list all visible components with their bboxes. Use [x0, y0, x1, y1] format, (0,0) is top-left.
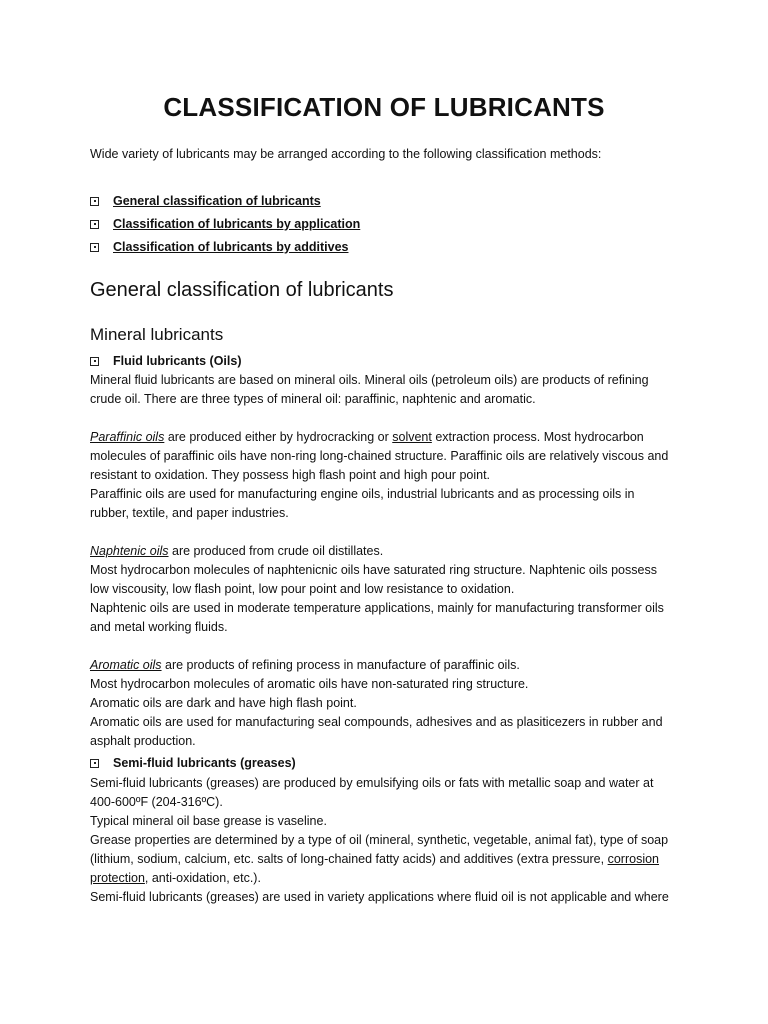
bullet-box-icon — [90, 220, 99, 229]
text-line: Typical mineral oil base grease is vaseline. — [90, 814, 327, 828]
paraffinic-paragraph — [90, 428, 690, 523]
text-line: molecules of paraffinic oils have non-ring long-chained structure. Paraffinic oils are relatively viscous and — [90, 449, 669, 463]
document-title: CLASSIFICATION OF LUBRICANTS — [163, 92, 605, 122]
text-line: Most hydrocarbon molecules of aromatic oils have non-saturated ring structure. — [90, 677, 529, 691]
paraffinic-term-link[interactable]: Paraffinic oils — [90, 430, 165, 444]
text-line: Naphtenic oils are used in moderate temperature applications, mainly for manufacturing transformer oils — [90, 601, 664, 615]
text-line: Paraffinic oils are used for manufacturing engine oils, industrial lubricants and as processing oils in — [90, 487, 635, 501]
text-fragment: are products of refining process in manufacture of paraffinic oils. — [161, 658, 520, 672]
bullet-box-icon — [90, 243, 99, 252]
text-line — [90, 850, 690, 869]
corrosion-protection-link[interactable]: corrosion — [607, 852, 660, 866]
semifluid-label-text: Semi-fluid lubricants (greases) — [113, 756, 296, 770]
semifluid-paragraph — [90, 774, 690, 907]
text-line — [90, 869, 690, 888]
toc-link-application[interactable]: Classification of lubricants by application — [113, 217, 361, 231]
text-line: Semi-fluid lubricants (greases) are produced by emulsifying oils or fats with metallic soap and water at — [90, 776, 654, 790]
text-line: Most hydrocarbon molecules of naphtenicnic oils have saturated ring structure. Naphtenic oils possess — [90, 563, 657, 577]
toc-item-application[interactable] — [90, 217, 360, 231]
text-line: Mineral fluid lubricants are based on mineral oils. Mineral oils (petroleum oils) are products of refining — [90, 373, 649, 387]
text-line: Semi-fluid lubricants (greases) are used in variety applications where fluid oil is not applicable and where — [90, 890, 669, 904]
intro-text: Wide variety of lubricants may be arranged according to the following classification methods: — [90, 147, 602, 161]
toc-item-additives[interactable] — [90, 240, 348, 254]
text-line: low viscousity, low flash point, low pour point and low resistance to oxidation. — [90, 582, 515, 596]
text-fragment: are produced from crude oil distillates. — [168, 544, 384, 558]
semifluid-lubricants-label — [90, 756, 296, 770]
text-line: and metal working fluids. — [90, 620, 228, 634]
toc-item-general[interactable] — [90, 194, 321, 208]
section-heading: General classification of lubricants — [90, 279, 394, 301]
text-fragment: (lithium, sodium, calcium, etc. salts of long-chained fatty acids) and additives (extra pressure, — [90, 852, 608, 866]
text-line: crude oil. There are three types of mineral oil: paraffinic, naphtenic and aromatic. — [90, 392, 536, 406]
text-line: Aromatic oils are dark and have high flash point. — [90, 696, 357, 710]
text-line: asphalt production. — [90, 734, 196, 748]
toc-link-general[interactable]: General classification of lubricants — [113, 194, 321, 208]
toc-link-additives[interactable]: Classification of lubricants by additives — [113, 240, 349, 254]
subsection-heading: Mineral lubricants — [90, 325, 224, 344]
text-line — [90, 542, 690, 561]
corrosion-protection-link[interactable]: protection — [90, 871, 145, 885]
text-line: Aromatic oils are used for manufacturing seal compounds, adhesives and as plasiticezers in rubber and — [90, 715, 663, 729]
bullet-box-icon — [90, 197, 99, 206]
bullet-box-icon — [90, 759, 99, 768]
bullet-box-icon — [90, 357, 99, 366]
text-line — [90, 428, 690, 447]
text-line — [90, 656, 690, 675]
text-line: Grease properties are determined by a type of oil (mineral, synthetic, vegetable, animal fat), type of soap — [90, 833, 669, 847]
text-line: rubber, textile, and paper industries. — [90, 506, 289, 520]
text-line: resistant to oxidation. They possess high flash point and high pour point. — [90, 468, 491, 482]
naphtenic-paragraph — [90, 542, 690, 637]
aromatic-paragraph — [90, 656, 690, 751]
text-fragment: , anti-oxidation, etc.). — [144, 871, 261, 885]
text-line: 400-600ºF (204-316ºC). — [90, 795, 223, 809]
aromatic-term-link[interactable]: Aromatic oils — [90, 658, 162, 672]
text-fragment: are produced either by hydrocracking or — [164, 430, 393, 444]
solvent-link[interactable]: solvent — [392, 430, 432, 444]
fluid-intro-paragraph — [90, 371, 690, 409]
fluid-lubricants-label — [90, 354, 241, 368]
fluid-label-text: Fluid lubricants (Oils) — [113, 354, 242, 368]
naphtenic-term-link[interactable]: Naphtenic oils — [90, 544, 169, 558]
text-fragment: extraction process. Most hydrocarbon — [431, 430, 644, 444]
